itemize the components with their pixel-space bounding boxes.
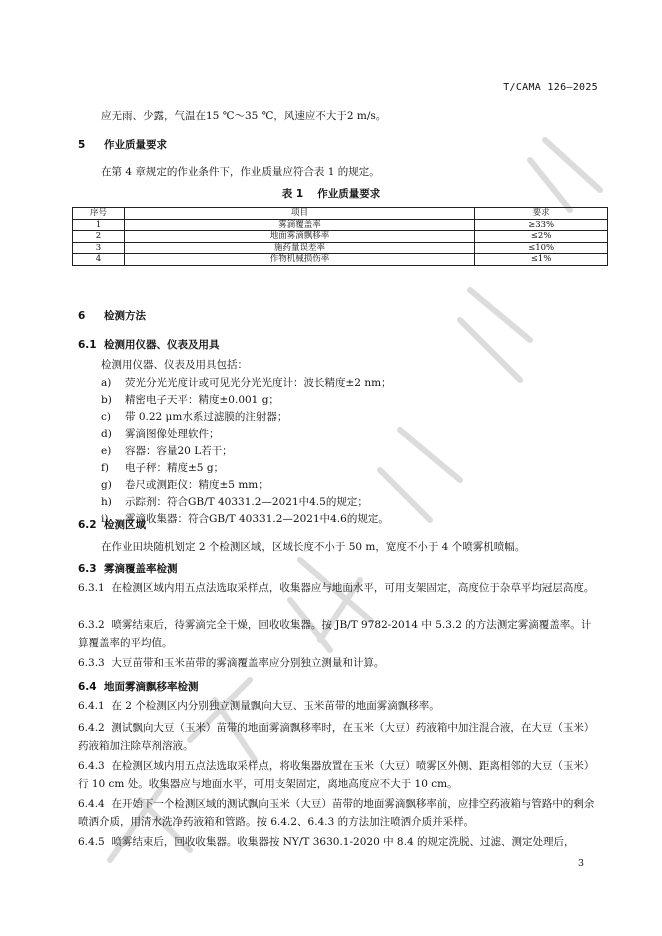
clause-text: 在检测区域内用五点法选取采样点，将收集器放置在玉米（大豆）喷雾区外侧、距离相邻的大豆（玉米）行 10 cm 处。收集器应与地面水平，可用支架固定，离地高度应不大于 10 cm。 <box>78 760 595 790</box>
table-header-row <box>73 208 608 220</box>
list-item-label: c) <box>101 411 111 423</box>
quality-requirements-table <box>72 207 608 266</box>
clause-number: 6.3.3 <box>78 657 105 669</box>
list-item-label: b) <box>101 394 112 406</box>
clause-number: 6.4.2 <box>78 722 105 734</box>
table-cell: 雾滴覆盖率 <box>124 219 474 231</box>
list-item <box>101 392 279 407</box>
list-item-text: 带 0.22 μm水系过滤膜的注射器； <box>125 411 288 423</box>
clause-text: 喷雾结束后，回收收集器。收集器按 NY/T 3630.1-2020 中 8.4 的规定洗脱、过滤、测定处理后， <box>111 836 575 848</box>
document-id: T/CAMA 126—2025 <box>503 82 598 93</box>
table-header-cell: 项目 <box>124 208 474 220</box>
list-item-text: 精密电子天平：精度±0.001 g； <box>125 394 279 406</box>
subsection-number: 6.1 <box>78 339 97 351</box>
table-row <box>73 231 608 243</box>
table-cell: ≥33% <box>475 219 608 231</box>
clause-6-4-2 <box>78 719 598 755</box>
subsection-6-2-heading <box>78 517 146 532</box>
list-item-label: e) <box>101 445 112 457</box>
subsection-6-3-heading <box>78 561 178 576</box>
list-item-text: 示踪剂：符合GB/T 40331.2—2021中4.5的规定； <box>125 496 368 508</box>
clause-text: 喷雾结束后，待雾滴完全干燥，回收收集器。按 JB/T 9782-2014 中 5.3.2 的方法测定雾滴覆盖率。计算覆盖率的平均值。 <box>78 619 592 649</box>
table-cell: 4 <box>73 254 125 266</box>
list-item-label: a) <box>101 377 112 389</box>
section-6-heading <box>78 308 146 323</box>
subsection-title: 雾滴覆盖率检测 <box>104 563 178 575</box>
clause-6-3-3 <box>78 654 598 672</box>
list-item-text: 荧光分光光度计或可见光分光光度计：波长精度±2 nm； <box>125 377 392 389</box>
clause-text: 在 2 个检测区内分别独立测量飘向大豆、玉米苗带的地面雾滴飘移率。 <box>111 700 440 712</box>
list-item-label: g) <box>101 479 112 491</box>
clause-6-4-5 <box>78 833 598 851</box>
section-5-heading <box>78 137 167 152</box>
table-cell: 作物机械损伤率 <box>124 254 474 266</box>
subsection-6-1-heading <box>78 337 220 352</box>
list-item-label: i) <box>101 513 109 525</box>
list-item-label: d) <box>101 428 112 440</box>
clause-number: 6.4.1 <box>78 700 105 712</box>
list-item <box>101 409 287 424</box>
section-number: 5 <box>78 139 86 151</box>
table-cell: 3 <box>73 242 125 254</box>
list-item-text: 电子秤：精度±5 g； <box>125 462 225 474</box>
clause-number: 6.3.1 <box>78 582 105 594</box>
list-item-text: 卷尺或测距仪：精度±5 mm； <box>125 479 269 491</box>
table-header-cell: 序号 <box>73 208 125 220</box>
list-item-text: 雾滴图像处理软件； <box>125 428 220 440</box>
clause-text: 在开始下一个检测区域的测试飘向玉米（大豆）苗带的地面雾滴飘移率前，应排空药液箱与管路中的剩余喷洒介质，用清水洗净药液箱和管路。按 6.4.2、6.4.3 的方法加注喷洒介质并采样。 <box>78 798 595 828</box>
table-cell: 地面雾滴飘移率 <box>124 231 474 243</box>
list-item <box>101 426 220 441</box>
clause-6-3-1 <box>78 579 598 597</box>
clause-number: 6.4.4 <box>78 798 105 810</box>
subsection-title: 地面雾滴飘移率检测 <box>104 681 199 693</box>
intro-line: 应无雨、少露，气温在15 ℃～35 ℃，风速应不大于2 m/s。 <box>101 110 387 122</box>
subsection-6-2-paragraph: 在作业田块随机划定 2 个检测区域，区域长度不小于 50 m，宽度不小于 4 个喷雾机喷幅。 <box>101 541 526 553</box>
table-cell: 2 <box>73 231 125 243</box>
table-cell: ≤1% <box>475 254 608 266</box>
subsection-number: 6.4 <box>78 681 97 693</box>
table-row <box>73 242 608 254</box>
list-item-label: h) <box>101 496 112 508</box>
section-title: 检测方法 <box>104 310 146 322</box>
table-row <box>73 254 608 266</box>
list-item <box>101 460 224 475</box>
clause-6-3-2 <box>78 616 598 652</box>
clause-number: 6.4.5 <box>78 836 105 848</box>
table-header-cell: 要求 <box>475 208 608 220</box>
subsection-6-4-heading <box>78 679 199 694</box>
clause-text: 测试飘向大豆（玉米）苗带的地面雾滴飘移率时，在玉米（大豆）药液箱中加注混合液，在大豆（玉米）药液箱加注除草剂溶液。 <box>78 722 595 752</box>
subsection-title: 检测用仪器、仪表及用具 <box>104 339 220 351</box>
section-5-paragraph: 在第 4 章规定的作业条件下，作业质量应符合表 1 的规定。 <box>101 166 380 178</box>
subsection-number: 6.2 <box>78 519 97 531</box>
table-caption: 表 1 作业质量要求 <box>281 188 381 200</box>
list-item <box>101 375 392 390</box>
clause-text: 大豆苗带和玉米苗带的雾滴覆盖率应分别独立测量和计算。 <box>111 657 385 669</box>
list-item <box>101 443 233 458</box>
subsection-number: 6.3 <box>78 563 97 575</box>
clause-6-4-4 <box>78 795 598 831</box>
table-cell: 施药量误差率 <box>124 242 474 254</box>
table-cell: ≤10% <box>475 242 608 254</box>
table-cell: ≤2% <box>475 231 608 243</box>
clause-6-4-3 <box>78 757 598 793</box>
page-number: 3 <box>577 858 584 869</box>
table-row <box>73 219 608 231</box>
list-item-text: 雾滴收集器：符合GB/T 40331.2—2021中4.6的规定。 <box>125 513 389 525</box>
section-number: 6 <box>78 310 86 322</box>
section-title: 作业质量要求 <box>104 139 167 151</box>
subsection-title: 检测区域 <box>104 519 146 531</box>
list-item <box>101 494 368 509</box>
clause-number: 6.4.3 <box>78 760 105 772</box>
equipment-intro: 检测用仪器、仪表及用具包括： <box>101 359 248 371</box>
list-item-label: f) <box>101 462 109 474</box>
list-item <box>101 477 269 492</box>
clause-6-4-1 <box>78 697 598 715</box>
clause-text: 在检测区域内用五点法选取采样点，收集器应与地面水平，可用支架固定，高度位于杂草平均冠层高度。 <box>111 582 595 594</box>
list-item-text: 容器：容量20 L若干； <box>125 445 233 457</box>
clause-number: 6.3.2 <box>78 619 105 631</box>
table-cell: 1 <box>73 219 125 231</box>
